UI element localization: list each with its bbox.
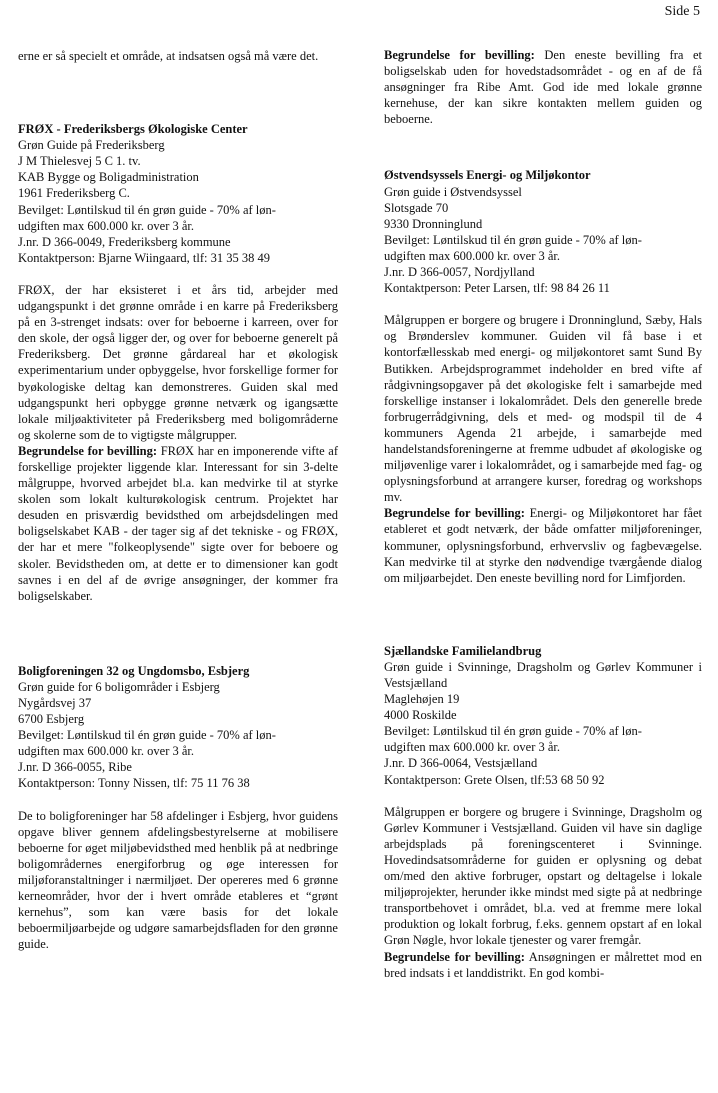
reason-text: FRØX har en imponerende vifte af forskellige projekter liggende klar. Interessant for sin 3-delte målgruppe, hvorved arbejdet bl.a. kan medvirke til at styrke skolen som lokalt kulturøkologisk centrum. Projektet har desuden en prisværdig bevidsthed om arbejdsdelingen med boligselskabet KAB - der tager sig af det tekniske - og FRØX, der har et mere "folkeoplysende" sigte over for beboere og skoler. Bevidstheden om, at dette er to dimensioner kan godt savnes i en del af de øvrige ansøgninger, der kommer fra boligselskaber.	[18, 443, 338, 603]
entry-line: Nygårdsvej 37	[18, 696, 92, 710]
right-column	[384, 47, 702, 981]
entry-line: J.nr. D 366-0057, Nordjylland	[384, 265, 535, 280]
entry-line: 9330 Dronninglund	[384, 216, 483, 231]
reason-text: Den eneste bevilling fra et boligselskab uden for hovedstadsområdet - og en af de få ansøgninger fra Ribe Amt. God ide med lokale grønne kernehuse, der kan sikre kontakten mellem guiden og beboerne.	[384, 48, 702, 127]
entry-title: Sjællandske Familielandbrug	[384, 643, 542, 658]
entry-title: Boligforeningen 32 og Ungdomsbo, Esbjerg	[18, 663, 250, 678]
entry-title: Østvendsyssels Energi- og Miljøkontor	[384, 168, 591, 183]
entry-line: Maglehøjen 19	[384, 692, 460, 707]
entry-line: J.nr. D 366-0055, Ribe	[18, 760, 132, 775]
entry-line: 6700 Esbjerg	[18, 712, 85, 727]
entry-line: J.nr. D 366-0064, Vestsjælland	[384, 756, 538, 771]
reason-label: Begrundelse for bevilling:	[18, 443, 158, 458]
entry-line: 4000 Roskilde	[384, 708, 457, 723]
entry-body: FRØX, der har eksisteret i et års tid, arbejder med udgangspunkt i det grønne område i en karre på Frederiksberg på en 3-strenget indsats: over for beboerne i karreen, over for den skole, der også ligger der, og over for beboerne generelt på Frederiksberg. Det grønne gårdareal har et økologisk experimentarium under opbyggelse, hvor forskellige former for byøkologiske deltag kan demonstreres. Guiden skal med udgangspunkt heri opbygge grønne netværk og igangsætte lokale miljøaktiviteter på Frederiksberg med boligområderne og skolerne som de to vigtigste målgrupper.	[18, 282, 338, 442]
entry-line: Bevilget: Løntilskud til én grøn guide - 70% af løn-	[384, 232, 642, 247]
entry-body: De to boligforeninger har 58 afdelinger i Esbjerg, hvor guidens opgave bliver gennem afdelingsbestyrelserne at mobilisere beboerne for øget miljøbevidsthed med henblik på at nedbringe boligområdernes energiforbrug og øge interessen for miljøforanstaltninger i nærmiljøet. Der opereres med 6 grønne kerneområder, hvor der i hvert område etableres et “grønt kernehus”, som kan være basis for det lokale beboermiljøarbejde og udgøre samarbejdsfladen for den grønne guide.	[18, 808, 338, 952]
entry-line: Bevilget: Løntilskud til én grøn guide - 70% af løn-	[384, 724, 642, 739]
entry-line: Kontaktperson: Tonny Nissen, tlf: 75 11 76 38	[18, 776, 250, 791]
entry-line: KAB Bygge og Boligadministration	[18, 170, 199, 185]
entry-line: Kontaktperson: Grete Olsen, tlf:53 68 50 92	[384, 772, 605, 787]
entry-line: udgiften max 600.000 kr. over 3 år.	[18, 218, 195, 233]
entry-line: udgiften max 600.000 kr. over 3 år.	[384, 248, 561, 263]
entry-line: Grøn Guide på Frederiksberg	[18, 138, 165, 153]
entry-line: Bevilget: Løntilskud til én grøn guide - 70% af løn-	[18, 728, 276, 743]
entry-line: J M Thielesvej 5 C 1. tv.	[18, 154, 141, 169]
grant-entry-oestvendsyssel	[384, 167, 702, 585]
continued-text: erne er så specielt et område, at indsatsen også må være det.	[18, 49, 319, 63]
entry-line: udgiften max 600.000 kr. over 3 år.	[18, 744, 195, 759]
entry-line: Grøn guide i Svinninge, Dragsholm og Gørlev Kommuner i Vestsjælland	[384, 659, 702, 690]
reason-text: Energi- og Miljøkontoret har fået etableret et godt netværk, der både omfatter miljøforeninger, kommuner, oplysningsforbund, erhvervsliv og fagbevægelse. Kan medvirke til at styrke den nødvendige tværgående dialog om miljøarbejdet. Den eneste bevilling nord for Limfjorden.	[384, 506, 702, 585]
grant-entry-froex	[18, 121, 338, 604]
entry-line: 1961 Frederiksberg C.	[18, 186, 130, 201]
entry-reason	[384, 47, 702, 127]
entry-line: Slotsgade 70	[384, 200, 449, 215]
entry-body: Målgruppen er borgere og brugere i Dronninglund, Sæby, Hals og Brønderslev kommuner. Guiden vil få base i et kontorfællesskab med energi- og miljøkontoret samt Sund By Butikken. Arbejdsprogrammet indeholder en bred vifte af rådgivningsopgaver på det økologiske felt i samarbejde med forskellige instanser i lokalområdet. Dels den generelle brede forbrugerrådgivning, dels et med- og modspil til de 4 kommuners Agenda 21 arbejde, i samarbejde med handelstandsforeningerne at fremme udbudet af økologiske og miljøvenlige varer i lokalområdet, og i samarbejde med fag- og oplysningsforbund at arrangere kurser, foredrag og workshops mv.	[384, 313, 702, 505]
entry-reason	[18, 443, 338, 604]
reason-text: Ansøgningen er målrettet mod en bred indsats i et landdistrikt. En god kombi-	[384, 949, 702, 980]
reason-label: Begrundelse for bevilling:	[384, 506, 525, 521]
entry-line: J.nr. D 366-0049, Frederiksberg kommune	[18, 234, 231, 249]
grant-entry-sjaellandske	[384, 643, 702, 981]
left-column	[18, 48, 338, 952]
page-number: Side 5	[664, 4, 700, 19]
reason-label: Begrundelse for bevilling:	[384, 949, 525, 964]
reason-label: Begrundelse for bevilling:	[384, 48, 535, 62]
entry-line: udgiften max 600.000 kr. over 3 år.	[384, 740, 561, 755]
entry-body: Målgruppen er borgere og brugere i Svinninge, Dragsholm og Gørlev Kommuner i Vestsjælland. Guiden vil have sin daglige arbejdsplads på foreningscenteret i Svinninge. Hovedindsatsområderne for guiden er oplysning og debat om/med den aktive forbruger, opstart og deltagelse i lokale miljøprojekter, herunder ikke mindst med sigte på at nedbringe transportbehovet i området, bl.a. ved at fremme mere lokal produktion og lokalt forbrug, f.eks. gennem opstart af en lokal Grøn Nøgle, hvor lokale tjenester og varer fremgår.	[384, 804, 702, 948]
entry-line: Grøn guide i Østvendsyssel	[384, 184, 522, 199]
entry-title: FRØX - Frederiksbergs Økologiske Center	[18, 122, 248, 137]
entry-line: Grøn guide for 6 boligområder i Esbjerg	[18, 679, 220, 694]
entry-reason	[384, 949, 702, 981]
entry-reason	[384, 505, 702, 585]
entry-line: Kontaktperson: Bjarne Wiingaard, tlf: 31 35 38 49	[18, 250, 270, 265]
entry-line: Kontaktperson: Peter Larsen, tlf: 98 84 26 11	[384, 281, 610, 296]
grant-entry-esbjerg	[18, 663, 338, 953]
entry-line: Bevilget: Løntilskud til én grøn guide - 70% af løn-	[18, 202, 276, 217]
